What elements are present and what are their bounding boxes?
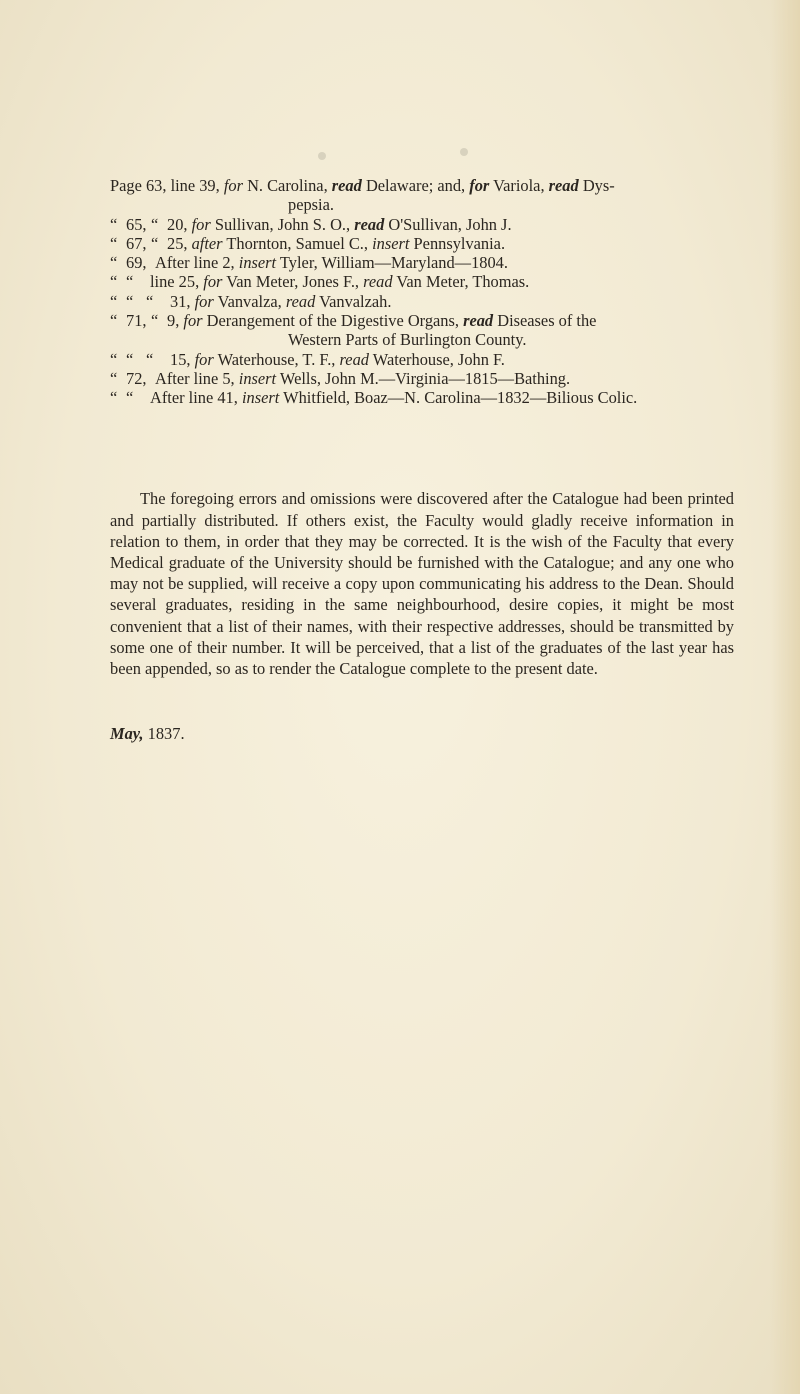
foxing-spot [460, 148, 468, 156]
errata-list [110, 176, 730, 408]
errata-continuation: pepsia. [288, 195, 334, 215]
errata-row: “ “ After line 41, insert Whitfield, Boaz—N. Carolina—1832—Bilious Colic. [110, 388, 638, 408]
errata-row: “ “ “ 31, for Vanvalza, read Vanvalzah. [110, 291, 392, 311]
page-edge-stain [770, 0, 800, 1394]
errata-row: “ 71, “ 9, for Derangement of the Digestive Organs, read Diseases of the [110, 311, 597, 331]
errata-row: “ 67, “ 25, after Thornton, Samuel C., insert Pennsylvania. [110, 233, 506, 253]
date-line [110, 724, 185, 744]
errata-row: “ 65, “ 20, for Sullivan, John S. O., read O'Sullivan, John J. [110, 214, 512, 234]
errata-continuation: Western Parts of Burlington County. [288, 330, 527, 350]
errata-row [110, 176, 730, 195]
date-year: 1837. [147, 724, 185, 743]
errata-text: Page 63, line 39, for N. Carolina, read Delaware; and, for Variola, read Dys- [110, 176, 615, 195]
errata-row: “ “ “ 15, for Waterhouse, T. F., read Waterhouse, John F. [110, 349, 505, 369]
date-month: May, [110, 724, 144, 743]
errata-row: “ 72, After line 5, insert Wells, John M.—Virginia—1815—Bathing. [110, 368, 571, 388]
errata-row: “ “ line 25, for Van Meter, Jones F., read Van Meter, Thomas. [110, 272, 530, 292]
errata-row: “ 69, After line 2, insert Tyler, William—Maryland—1804. [110, 253, 508, 273]
notice-paragraph: The foregoing errors and omissions were discovered after the Catalogue had been printed and partially distributed. If others exist, the Faculty would gladly receive information in relation to them, in order that they may be corrected. It is the wish of the Faculty that every Medical graduate of the University should be furnished with the Catalogue; and any one who may not be supplied, will receive a copy upon communicating his address to the Dean. Should several graduates, residing in the same neighbourhood, desire copies, it might be most convenient that a list of their names, with their respective addresses, should be transmitted by some one of their number. It will be perceived, that a list of the graduates of the last year has been appended, so as to render the Catalogue complete to the present date. [110, 489, 734, 679]
foxing-spot [318, 152, 326, 160]
